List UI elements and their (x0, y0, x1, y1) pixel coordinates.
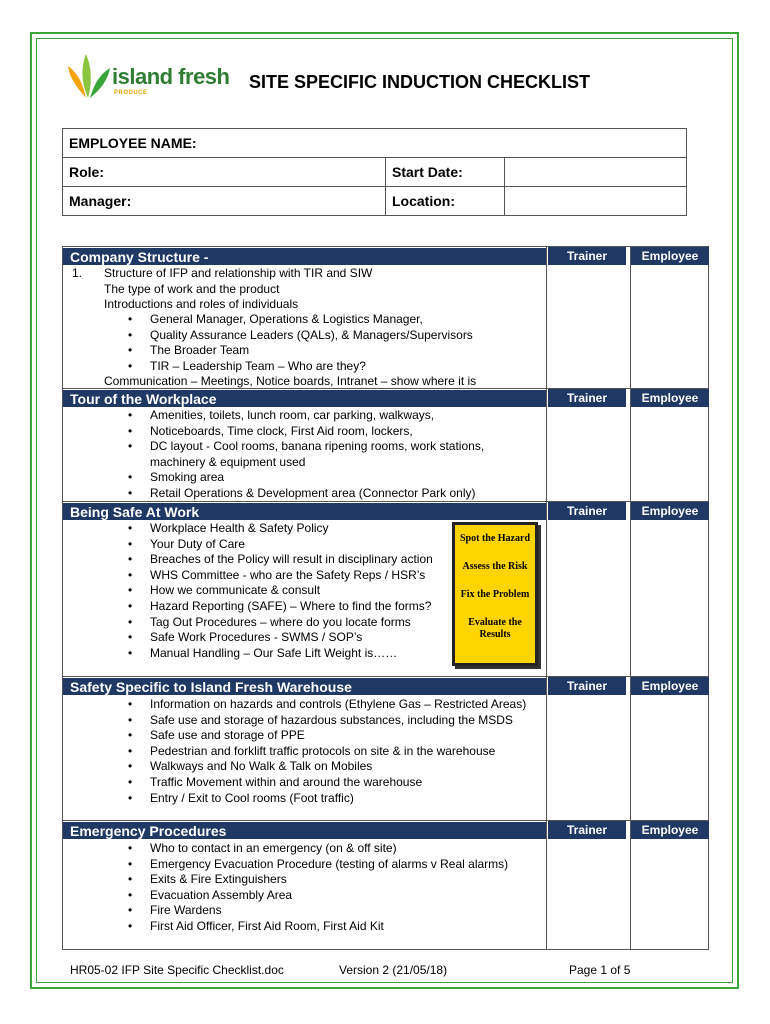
logo-tagline: PRODUCE (114, 90, 148, 96)
grid-divider (546, 246, 547, 950)
section-heading-warehouse: Safety Specific to Island Fresh Warehouse (63, 678, 546, 695)
list-item: • Entry / Exit to Cool rooms (Foot traffic) (128, 791, 526, 807)
logo-wordmark: island fresh (112, 64, 230, 89)
list-item: • First Aid Officer, First Aid Room, First Aid Kit (128, 919, 508, 935)
location-label: Location: (386, 187, 505, 216)
list-item: • Fire Wardens (128, 903, 508, 919)
list-item: • How we communicate & consult (128, 583, 448, 599)
list-item: • Exits & Fire Extinguishers (128, 872, 508, 888)
callout-step: Spot the Hazard (460, 533, 530, 544)
page-title: SITE SPECIFIC INDUCTION CHECKLIST (249, 72, 591, 92)
start-date-label: Start Date: (386, 158, 505, 187)
footer-version: Version 2 (21/05/18) (339, 963, 448, 977)
tour-bullets (128, 408, 518, 502)
location-value[interactable] (505, 187, 687, 216)
list-item: • Emergency Evacuation Procedure (testing of alarms v Real alarms) (128, 857, 508, 873)
employee-column-label: Employee (631, 247, 709, 265)
list-item: • Safe use and storage of hazardous substances, including the MSDS (128, 713, 526, 729)
employee-column-label: Employee (631, 677, 709, 695)
employee-column-label: Employee (631, 821, 709, 839)
company-last-line: Communication – Meetings, Notice boards, Intranet – show where it is (104, 374, 477, 388)
callout-step: Assess the Risk (462, 561, 528, 572)
footer-page-number: Page 1 of 5 (569, 963, 631, 977)
line: Introductions and roles of individuals (104, 297, 299, 312)
list-item: • Retail Operations & Development area (Connector Park only) (128, 486, 518, 502)
list-item: • DC layout - Cool rooms, banana ripening rooms, work stations, machinery & equipment used (128, 439, 518, 470)
employee-details-table (62, 128, 687, 216)
start-date-value[interactable] (505, 158, 687, 187)
manager-label: Manager: (63, 187, 386, 216)
trainer-column-label: Trainer (548, 821, 626, 839)
list-item: • Your Duty of Care (128, 537, 448, 553)
company-bullets (128, 312, 473, 374)
list-item: • Quality Assurance Leaders (QALs), & Managers/Supervisors (128, 328, 473, 344)
leaf-logo-icon (64, 50, 112, 100)
company-logo (64, 50, 234, 100)
list-item: • Amenities, toilets, lunch room, car parking, walkways, (128, 408, 518, 424)
trainer-column-label: Trainer (548, 502, 626, 520)
safe-process-callout (452, 522, 538, 666)
list-item: • Manual Handling – Our Safe Lift Weight is…… (128, 646, 448, 662)
line: The type of work and the product (104, 281, 280, 296)
list-item: • Pedestrian and forklift traffic protocols on site & in the warehouse (128, 744, 526, 760)
list-item: • General Manager, Operations & Logistics Manager, (128, 312, 473, 328)
list-item: • Evacuation Assembly Area (128, 888, 508, 904)
list-item: • Traffic Movement within and around the warehouse (128, 775, 526, 791)
emergency-bullets (128, 841, 508, 935)
list-item: • WHS Committee - who are the Safety Reps / HSR’s (128, 568, 448, 584)
list-item: • Noticeboards, Time clock, First Aid room, lockers, (128, 424, 518, 440)
safe-bullets (128, 521, 448, 661)
line: Structure of IFP and relationship with TIR and SIW (104, 266, 373, 280)
list-item: • Breaches of the Policy will result in disciplinary action (128, 552, 448, 568)
list-item: • The Broader Team (128, 343, 473, 359)
trainer-column-label: Trainer (548, 389, 626, 407)
employee-column-label: Employee (631, 502, 709, 520)
trainer-column-label: Trainer (548, 677, 626, 695)
section-heading-tour: Tour of the Workplace (63, 390, 546, 407)
role-label: Role: (63, 158, 386, 187)
list-item: • Walkways and No Walk & Talk on Mobiles (128, 759, 526, 775)
callout-step: Evaluate the Results (468, 617, 522, 640)
section-heading-company: Company Structure - (63, 248, 546, 265)
section-heading-emergency: Emergency Procedures (63, 822, 546, 839)
list-item: • Safe use and storage of PPE (128, 728, 526, 744)
warehouse-bullets (128, 697, 526, 806)
list-item: • Information on hazards and controls (Ethylene Gas – Restricted Areas) (128, 697, 526, 713)
list-item: • TIR – Leadership Team – Who are they? (128, 359, 473, 375)
employee-name-label: EMPLOYEE NAME: (63, 129, 687, 158)
list-item: • Tag Out Procedures – where do you locate forms (128, 615, 448, 631)
list-item: • Smoking area (128, 470, 518, 486)
footer-doc-name: HR05-02 IFP Site Specific Checklist.doc (70, 963, 284, 977)
grid-divider (630, 246, 631, 950)
company-intro (104, 266, 372, 313)
list-item: • Who to contact in an emergency (on & off site) (128, 841, 508, 857)
list-item: • Hazard Reporting (SAFE) – Where to find the forms? (128, 599, 448, 615)
trainer-column-label: Trainer (548, 247, 626, 265)
employee-column-label: Employee (631, 389, 709, 407)
section-number: 1. (72, 266, 83, 280)
list-item: • Safe Work Procedures - SWMS / SOP’s (128, 630, 448, 646)
callout-step: Fix the Problem (460, 589, 530, 600)
list-item: • Workplace Health & Safety Policy (128, 521, 448, 537)
section-heading-safe: Being Safe At Work (63, 503, 546, 520)
